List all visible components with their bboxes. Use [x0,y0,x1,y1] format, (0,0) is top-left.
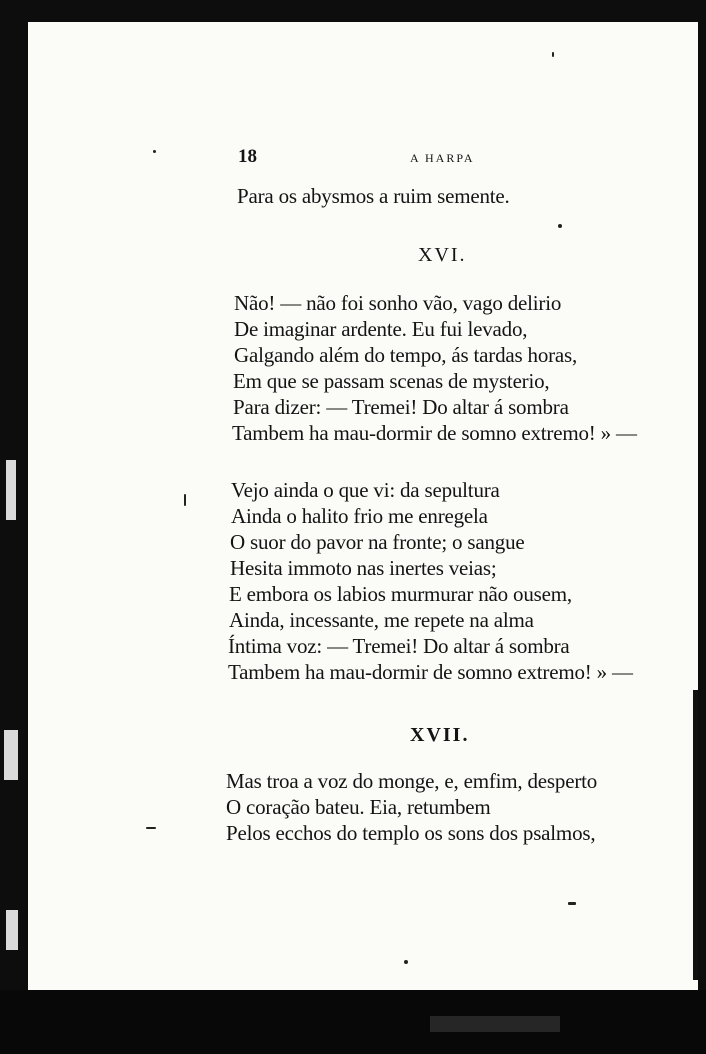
verse-line: Em que se passam scenas de mysterio, [233,369,550,393]
ink-speck [404,960,408,964]
verse-line: De imaginar ardente. Eu fui levado, [234,317,528,341]
verse-line: Ainda o halito frio me enregela [231,504,488,528]
ink-speck [558,224,562,228]
bottom-glare [430,1016,560,1032]
ink-speck [146,827,156,829]
verse-line: Galgando além do tempo, ás tardas horas, [234,343,578,367]
binding-mark [6,460,16,520]
verse-line: Hesita immoto nas inertes veias; [230,556,497,580]
section-heading-xvii: XVII. [410,724,470,746]
section-heading-xvi: XVI. [418,244,467,266]
running-title: A HARPA [410,151,475,165]
verse-line: Para dizer: — Tremei! Do altar á sombra [233,395,569,419]
binding-mark [6,910,18,950]
verse-line: Ainda, incessante, me repete na alma [229,608,534,632]
book-page [28,22,698,990]
verse-line: Pelos ecchos do templo os sons dos psalmos, [226,821,596,845]
page-edge-shadow [693,690,698,980]
verse-line: Vejo ainda o que vi: da sepultura [231,478,500,502]
ink-speck [568,902,576,905]
verse-line: Íntima voz: — Tremei! Do altar á sombra [228,634,570,658]
verse-line: E embora os labios murmurar não ousem, [229,582,572,606]
verse-line: O suor do pavor na fronte; o sangue [230,530,525,554]
ink-speck [552,52,554,57]
verse-line: O coração bateu. Eia, retumbem [226,795,491,819]
verse-line: Não! — não foi sonho vão, vago delirio [234,291,562,315]
page-header [238,146,538,170]
verse-line: Mas troa a voz do monge, e, emfim, desperto [226,769,598,793]
bottom-shadow [0,990,706,1054]
verse-line: Tambem ha mau-dormir de somno extremo! » — [232,421,637,445]
binding-mark [4,730,18,780]
verse-line: Tambem ha mau-dormir de somno extremo! » — [228,660,633,684]
ink-speck [184,494,186,506]
opening-line: Para os abysmos a ruim semente. [237,184,510,208]
ink-speck [153,150,156,153]
page-number: 18 [238,146,257,167]
